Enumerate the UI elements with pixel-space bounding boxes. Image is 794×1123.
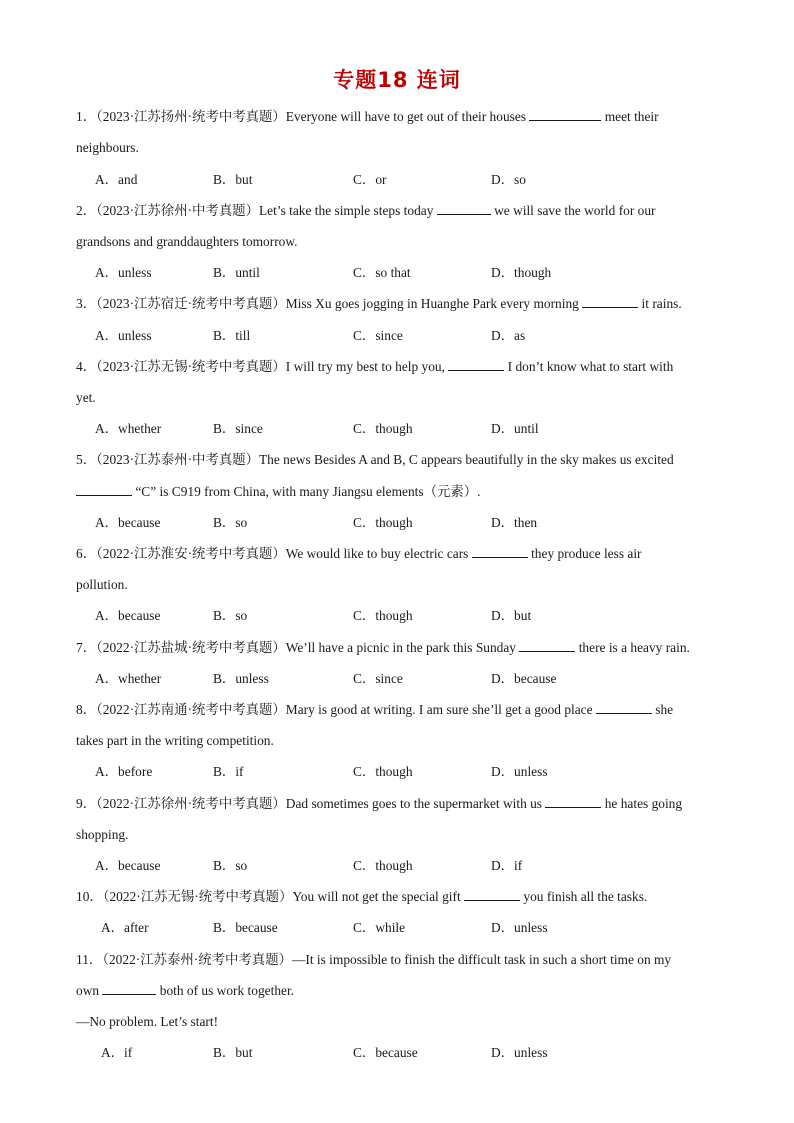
answer-option[interactable]: A．because <box>95 858 161 873</box>
question-text: We would like to buy electric cars <box>285 546 472 561</box>
answer-blank[interactable] <box>448 358 504 371</box>
question-number: 5． <box>76 452 97 467</box>
question-text: Miss Xu goes jogging in Huanghe Park every morning <box>285 296 583 311</box>
answer-option[interactable]: A．unless <box>95 328 152 343</box>
question-source: （2023·江苏泰州·中考真题） <box>96 452 259 467</box>
answer-option[interactable]: B．unless <box>213 671 269 686</box>
answer-option[interactable]: A．whether <box>95 671 162 686</box>
answer-blank[interactable] <box>582 295 638 308</box>
question-source: （2023·江苏无锡·统考中考真题） <box>96 359 286 374</box>
answer-option[interactable]: C．though <box>353 421 413 436</box>
answer-option[interactable]: C．though <box>353 764 413 779</box>
question-line <box>76 358 673 376</box>
answer-option[interactable]: D．unless <box>491 920 548 935</box>
question-number: 9． <box>76 796 97 811</box>
question-line <box>76 139 139 157</box>
question-line <box>76 202 656 220</box>
question-number: 1． <box>76 109 97 124</box>
question-source: （2023·江苏扬州·统考中考真题） <box>96 109 286 124</box>
answer-option[interactable]: B．since <box>213 421 263 436</box>
answer-option[interactable]: D．unless <box>491 1045 548 1060</box>
question-source: （2023·江苏徐州·中考真题） <box>96 203 259 218</box>
question-text: they produce less air <box>527 546 642 561</box>
question-number: 2． <box>76 203 97 218</box>
answer-option[interactable]: D．then <box>491 515 538 530</box>
answer-option[interactable]: B．so <box>213 858 248 873</box>
answer-option[interactable]: A．unless <box>95 265 152 280</box>
answer-blank[interactable] <box>596 701 652 714</box>
answer-option[interactable]: C．though <box>353 608 413 623</box>
question-text: own <box>76 983 103 998</box>
answer-option[interactable]: A．before <box>95 764 153 779</box>
question-text: there is a heavy rain. <box>575 640 690 655</box>
answer-option[interactable]: B．so <box>213 608 248 623</box>
question-text: takes part in the writing competition. <box>76 733 274 748</box>
answer-option[interactable]: A．because <box>95 608 161 623</box>
answer-option[interactable]: B．so <box>213 515 248 530</box>
question-number: 8． <box>76 702 97 717</box>
question-number: 11． <box>76 952 103 967</box>
answer-option[interactable]: A．after <box>101 920 149 935</box>
page-title: 专题18 连词 <box>333 68 461 92</box>
question-text: “C” is C919 from China, with many Jiangsu elements（元素）. <box>132 484 481 499</box>
answer-option[interactable]: B．till <box>213 328 251 343</box>
answer-option[interactable]: B．because <box>213 920 278 935</box>
question-text: Everyone will have to get out of their houses <box>285 109 530 124</box>
answer-option[interactable]: C．because <box>353 1045 418 1060</box>
question-line <box>76 451 674 469</box>
answer-option[interactable]: C．so that <box>353 265 411 280</box>
answer-option[interactable]: C．or <box>353 172 387 187</box>
question-text: neighbours. <box>76 140 139 155</box>
answer-option[interactable]: A．and <box>95 172 138 187</box>
answer-option[interactable]: C．since <box>353 671 403 686</box>
answer-option[interactable]: C．though <box>353 515 413 530</box>
answer-blank[interactable] <box>464 888 520 901</box>
question-line <box>76 233 298 251</box>
answer-option[interactable]: A．whether <box>95 421 162 436</box>
question-line <box>76 982 294 1000</box>
question-number: 10． <box>76 889 103 904</box>
question-line <box>76 576 128 594</box>
answer-blank[interactable] <box>545 795 601 808</box>
question-text: grandsons and granddaughters tomorrow. <box>76 234 298 249</box>
question-text: we will save the world for our <box>490 203 656 218</box>
answer-blank[interactable] <box>519 639 575 652</box>
question-line <box>76 888 647 906</box>
answer-option[interactable]: D．so <box>491 172 526 187</box>
question-source: （2022·江苏盐城·统考中考真题） <box>96 640 286 655</box>
question-text: you finish all the tasks. <box>520 889 648 904</box>
answer-option[interactable]: D．unless <box>491 764 548 779</box>
answer-option[interactable]: A．if <box>101 1045 133 1060</box>
answer-blank[interactable] <box>472 545 528 558</box>
answer-option[interactable]: C．though <box>353 858 413 873</box>
question-line <box>76 951 671 969</box>
question-text: I will try my best to help you, <box>285 359 449 374</box>
question-text: I don’t know what to start with <box>504 359 674 374</box>
question-number: 3． <box>76 296 97 311</box>
question-line <box>76 483 481 501</box>
question-text: You will not get the special gift <box>292 889 465 904</box>
question-line <box>76 701 673 719</box>
question-text: pollution. <box>76 577 128 592</box>
question-text: Dad sometimes goes to the supermarket with us <box>285 796 546 811</box>
question-text: he hates going <box>601 796 683 811</box>
question-line <box>76 732 274 750</box>
answer-option[interactable]: D．if <box>491 858 523 873</box>
question-text: —It is impossible to finish the difficult task in such a short time on my <box>291 952 672 967</box>
answer-option[interactable]: D．as <box>491 328 526 343</box>
answer-option[interactable]: D．until <box>491 421 539 436</box>
question-text: We’ll have a picnic in the park this Sunday <box>285 640 520 655</box>
answer-blank[interactable] <box>76 483 132 496</box>
question-line <box>76 295 682 313</box>
answer-option[interactable]: B．but <box>213 1045 253 1060</box>
question-line <box>76 795 682 813</box>
question-source: （2022·江苏徐州·统考中考真题） <box>96 796 286 811</box>
question-text: shopping. <box>76 827 129 842</box>
question-source: （2022·江苏淮安·统考中考真题） <box>96 546 286 561</box>
question-text: Mary is good at writing. I am sure she’ll get a good place <box>285 702 596 717</box>
answer-option[interactable]: C．since <box>353 328 403 343</box>
question-number: 4． <box>76 359 97 374</box>
question-text: —No problem. Let’s start! <box>76 1014 219 1029</box>
answer-option[interactable]: D．though <box>491 265 552 280</box>
question-number: 7． <box>76 640 97 655</box>
question-line <box>76 639 690 657</box>
answer-blank[interactable] <box>102 982 156 995</box>
question-line <box>76 108 659 126</box>
answer-option[interactable]: B．but <box>213 172 253 187</box>
question-text: The news Besides A and B, C appears beautifully in the sky makes us excited <box>259 452 674 467</box>
question-source: （2022·江苏南通·统考中考真题） <box>96 702 286 717</box>
answer-option[interactable]: B．until <box>213 265 260 280</box>
question-text: meet their <box>601 109 659 124</box>
answer-option[interactable]: C．while <box>353 920 406 935</box>
question-source: （2023·江苏宿迁·统考中考真题） <box>96 296 286 311</box>
question-text: yet. <box>76 390 96 405</box>
question-text: Let’s take the simple steps today <box>259 203 437 218</box>
question-text: both of us work together. <box>156 983 295 998</box>
question-line <box>76 826 128 844</box>
question-line <box>76 389 96 407</box>
question-text: it rains. <box>638 296 682 311</box>
answer-blank[interactable] <box>437 202 491 215</box>
question-text: she <box>651 702 674 717</box>
question-line <box>76 545 642 563</box>
question-source: （2022·江苏无锡·统考中考真题） <box>102 889 293 904</box>
answer-blank[interactable] <box>529 108 601 121</box>
question-source: （2022·江苏泰州·统考中考真题） <box>102 952 292 967</box>
question-line <box>76 1013 218 1031</box>
answer-option[interactable]: A．because <box>95 515 161 530</box>
answer-option[interactable]: D．because <box>491 671 557 686</box>
answer-option[interactable]: D．but <box>491 608 532 623</box>
question-number: 6． <box>76 546 97 561</box>
answer-option[interactable]: B．if <box>213 764 244 779</box>
